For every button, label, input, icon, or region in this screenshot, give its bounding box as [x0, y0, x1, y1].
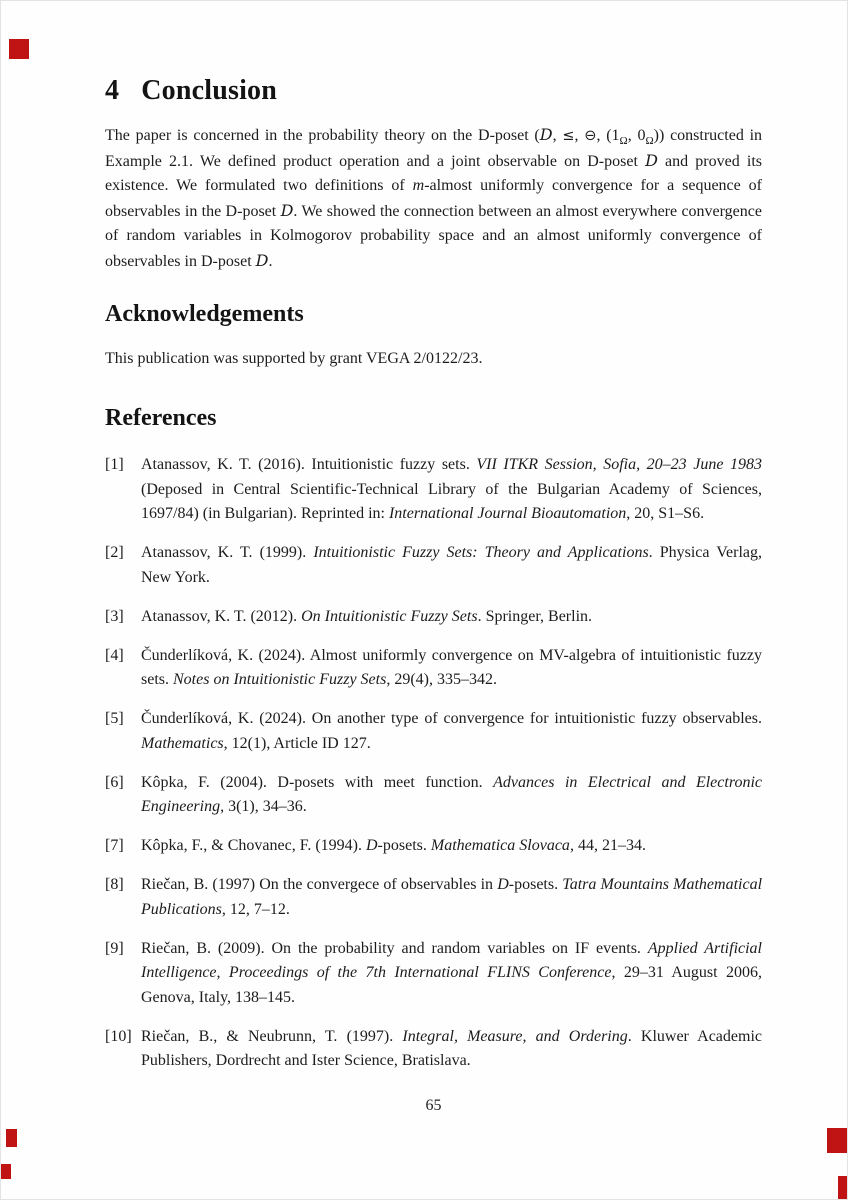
reference-item: [105, 644, 762, 693]
section-number: 4: [105, 75, 120, 106]
reference-text: Atanassov, K. T. (1999). Intuitionistic Fuzzy Sets: Theory and Applications. Physica Verlag, New York.: [141, 544, 763, 586]
section-heading-conclusion: [105, 75, 762, 107]
reference-text: Kôpka, F., & Chovanec, F. (1994). D-posets. Mathematica Slovaca, 44, 21–34.: [141, 837, 646, 854]
reference-item: [105, 453, 762, 527]
reference-label: [4]: [105, 646, 124, 664]
reference-item: [105, 1025, 762, 1074]
page-number: 65: [425, 1097, 442, 1114]
reference-label: [7]: [105, 837, 124, 854]
reference-item: [105, 873, 762, 922]
section-title: Conclusion: [141, 75, 278, 106]
reference-label: [2]: [105, 544, 124, 561]
scan-artifact-bottom-left-1: [6, 1129, 17, 1147]
reference-text: Kôpka, F. (2004). D-posets with meet function. Advances in Electrical and Electronic Engineering, 3(1), 34–36.: [141, 773, 763, 815]
reference-item: [105, 937, 762, 1011]
reference-text: Riečan, B. (1997) On the convergece of observables in D-posets. Tatra Mountains Mathematical Publications, 12, 7–12.: [141, 876, 763, 918]
reference-text: Atanassov, K. T. (2016). Intuitionistic fuzzy sets. VII ITKR Session, Sofia, 20–23 June 1983 (Deposed in Central Scientific-Technical Library of the Bulgarian Academy of Sciences, 1697/84) (in Bulgarian). Reprinted in: International Journal Bioautomation, 20, S1–S6.: [141, 456, 762, 522]
reference-item: [105, 605, 762, 630]
reference-label: [9]: [105, 939, 124, 957]
acknowledgements-heading: Acknowledgements: [105, 301, 304, 327]
scan-artifact-bottom-left-2: [1, 1164, 11, 1179]
reference-label: [1]: [105, 456, 124, 473]
reference-text: Riečan, B. (2009). On the probability and random variables on IF events. Applied Artificial Intelligence, Proceedings of the 7th International FLINS Conference, 29–31 August 2006, Genova, Italy, 138–145.: [141, 939, 763, 1006]
reference-list: [105, 453, 762, 1088]
reference-label: [5]: [105, 710, 124, 727]
acknowledgements-text: This publication was supported by grant VEGA 2/0122/23.: [105, 350, 483, 367]
reference-label: [10]: [105, 1027, 132, 1045]
reference-item: [105, 541, 762, 590]
scan-artifact-bottom-right-2: [838, 1176, 848, 1200]
reference-label: [3]: [105, 607, 124, 625]
conclusion-paragraph: The paper is concerned in the probability theory on the D-poset (D, ≤, ⊖, ($1_\Omega$, $0_\Omega$)) constructed in Example 2.1. We defined product operation and a joint observable on D-poset D and proved its existence. We formulated two definitions of m-almost uniformly convergence for a sequence of observables in the D-poset D. We showed the connection between an almost everywhere convergence of random variables in Kolmogorov probability space and an almost uniformly convergence of observables in D-poset D.: [105, 125, 763, 270]
scan-artifact-bottom-right-1: [827, 1128, 848, 1153]
reference-item: [105, 771, 762, 820]
reference-item: [105, 707, 762, 756]
references-heading: References: [105, 405, 217, 431]
scan-artifact-top-left: [9, 39, 29, 59]
reference-text: Čunderlíková, K. (2024). Almost uniformly convergence on MV-algebra of intuitionistic fuzzy sets. Notes on Intuitionistic Fuzzy Sets, 29(4), 335–342.: [141, 646, 762, 688]
reference-text: Atanassov, K. T. (2012). On Intuitionistic Fuzzy Sets. Springer, Berlin.: [141, 607, 593, 625]
reference-text: Riečan, B., & Neubrunn, T. (1997). Integral, Measure, and Ordering. Kluwer Academic Publishers, Dordrecht and Ister Science, Bratislava.: [141, 1027, 763, 1069]
reference-label: [8]: [105, 876, 124, 893]
reference-text: Čunderlíková, K. (2024). On another type of convergence for intuitionistic fuzzy observables. Mathematics, 12(1), Article ID 127.: [141, 710, 762, 752]
reference-item: [105, 834, 762, 859]
reference-label: [6]: [105, 773, 124, 791]
